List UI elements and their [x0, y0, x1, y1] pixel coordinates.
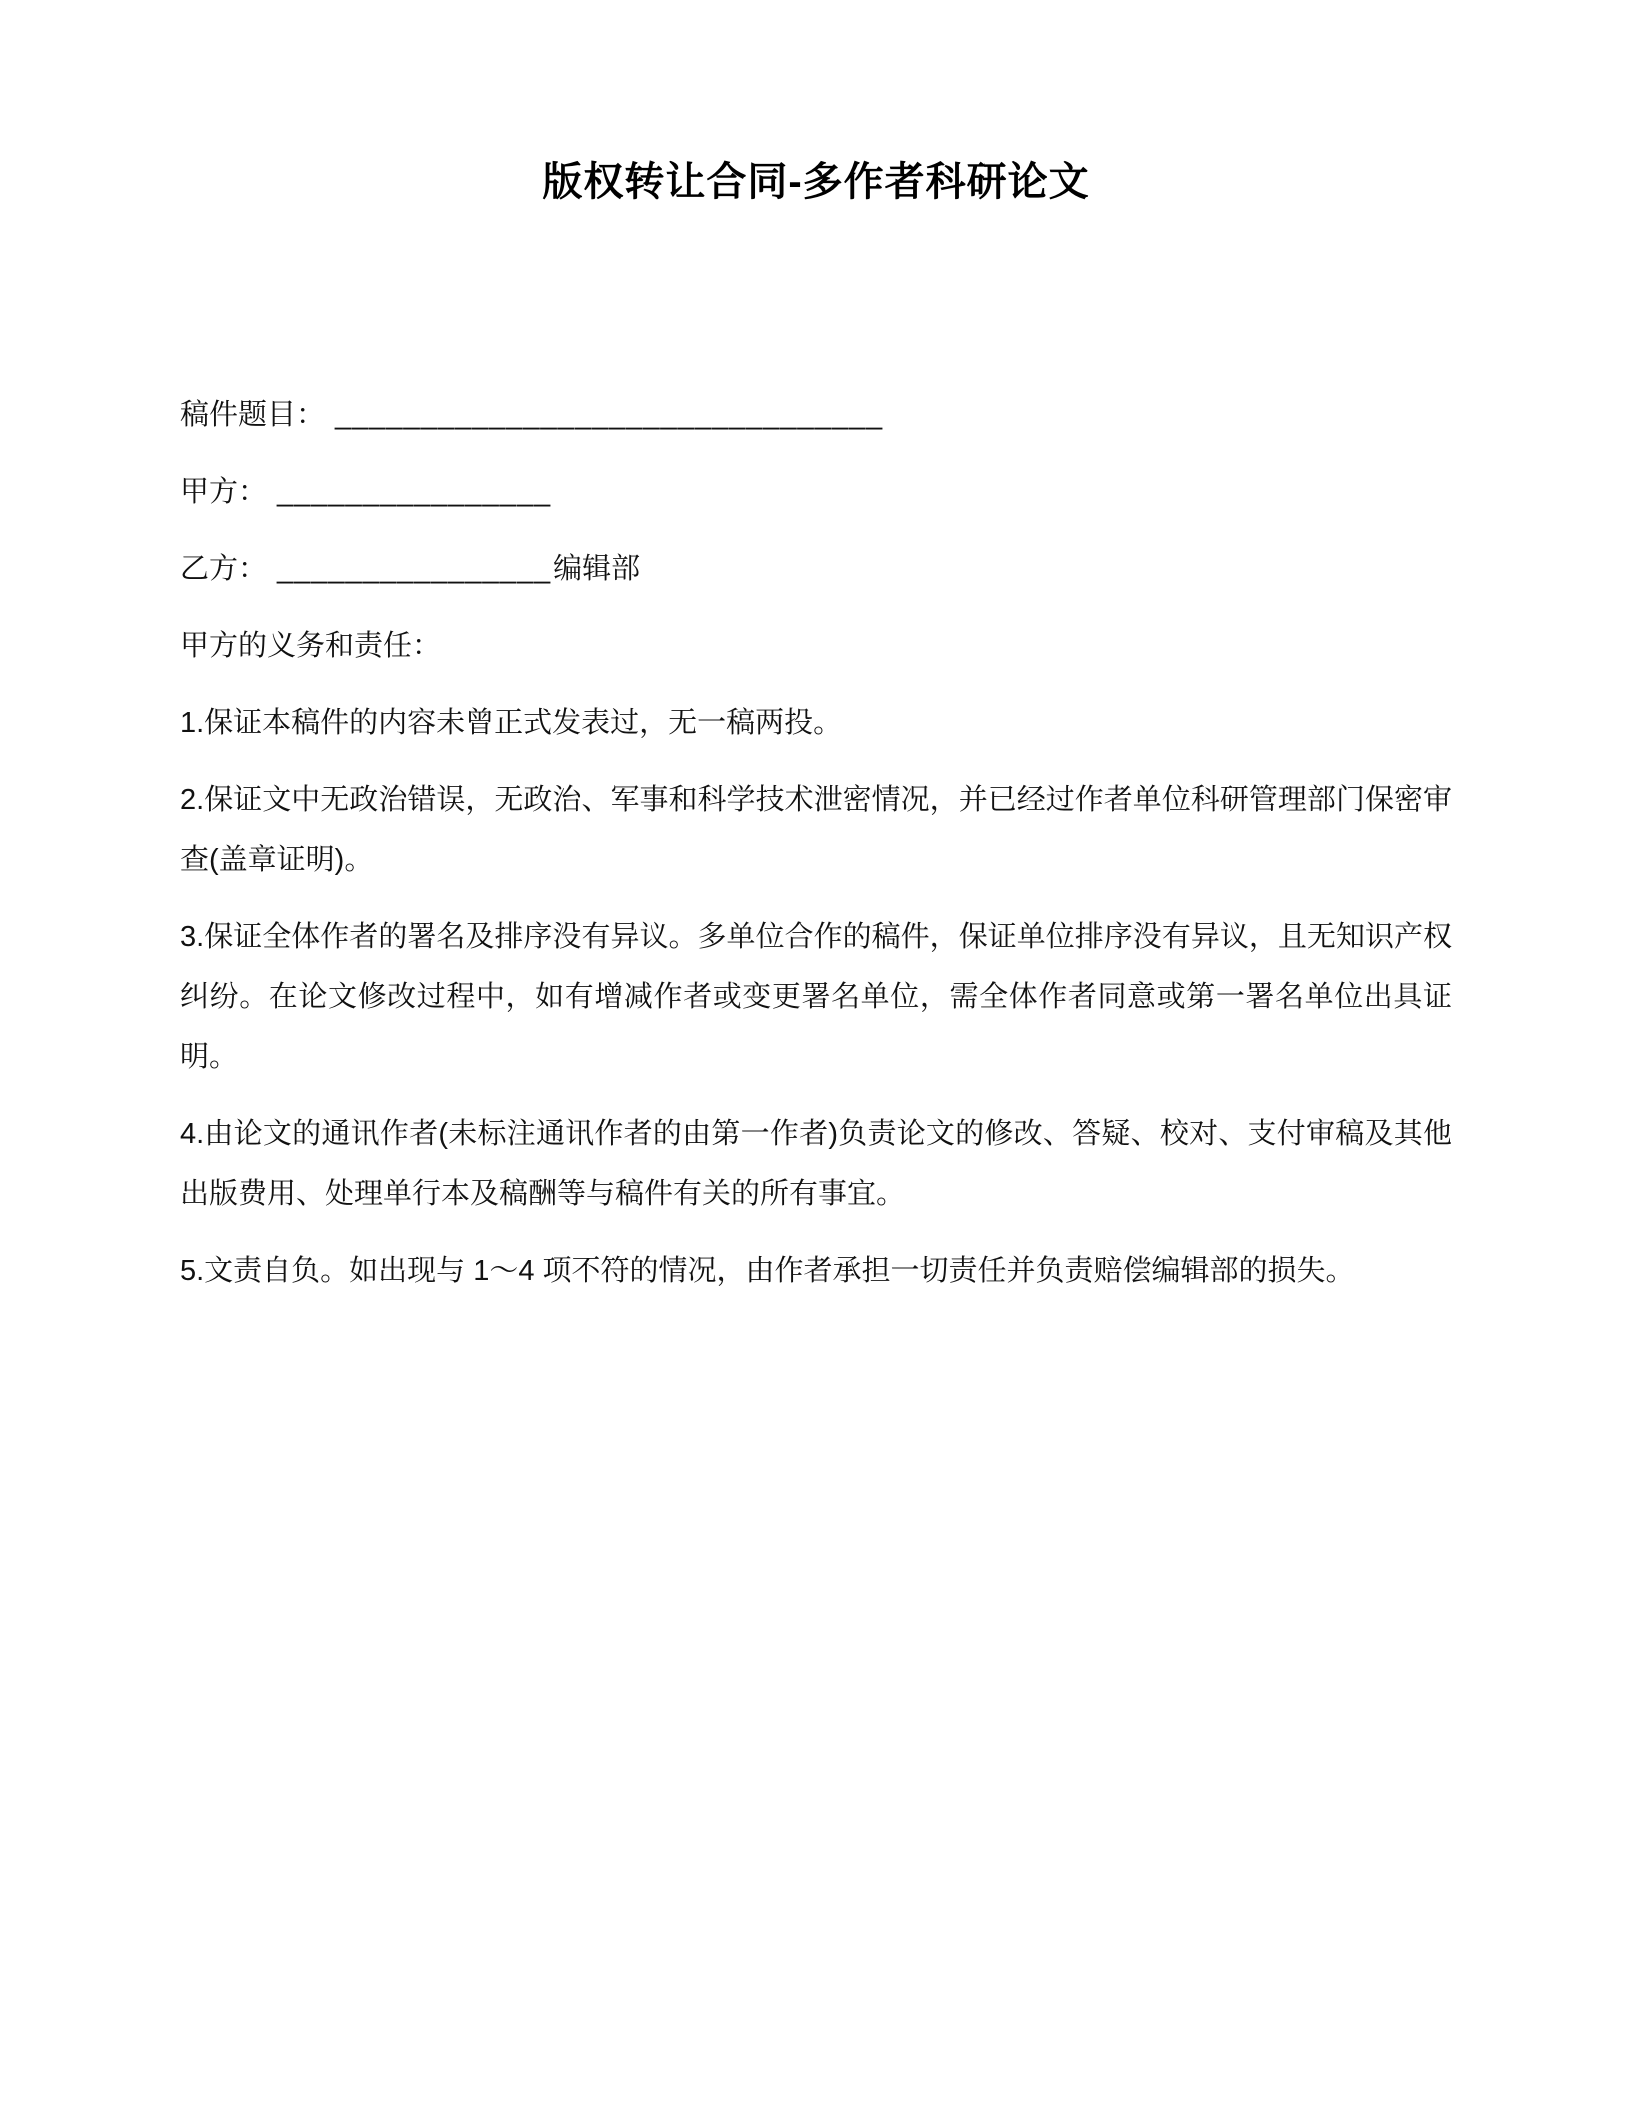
- obligations-heading: 甲方的义务和责任：: [180, 630, 442, 662]
- party-b-blank: ________________: [277, 553, 552, 585]
- party-a-blank: ________________: [277, 476, 552, 508]
- document-body: [180, 385, 1452, 1301]
- party-b-label: 乙方：: [180, 553, 268, 585]
- clause-4: 4.由论文的通讯作者(未标注通讯作者的由第一作者)负责论文的修改、答疑、校对、支付审稿及其他出版费用、处理单行本及稿酬等与稿件有关的所有事宜。: [180, 1118, 1452, 1210]
- party-b-line: [180, 539, 1452, 599]
- clause-2: 2.保证文中无政治错误，无政治、军事和科学技术泄密情况，并已经过作者单位科研管理部门保密审查(盖章证明)。: [180, 784, 1452, 876]
- party-a-label: 甲方：: [180, 476, 268, 508]
- manuscript-title-label: 稿件题目：: [180, 399, 326, 431]
- document-title: 版权转让合同-多作者科研论文: [542, 160, 1090, 204]
- clause-5: 5.文责自负。如出现与 1～4 项不符的情况，由作者承担一切责任并负责赔偿编辑部的损失。: [180, 1255, 1355, 1287]
- clause-3: 3.保证全体作者的署名及排序没有异议。多单位合作的稿件，保证单位排序没有异议，且无知识产权纠纷。在论文修改过程中，如有增减作者或变更署名单位，需全体作者同意或第一署名单位出具证明。: [180, 921, 1452, 1073]
- party-b-suffix: 编辑部: [553, 553, 641, 585]
- clause-1: 1.保证本稿件的内容未曾正式发表过，无一稿两投。: [180, 707, 843, 739]
- manuscript-title-line: [180, 385, 1452, 445]
- party-a-line: [180, 462, 1452, 522]
- manuscript-title-blank: ________________________________: [335, 399, 884, 431]
